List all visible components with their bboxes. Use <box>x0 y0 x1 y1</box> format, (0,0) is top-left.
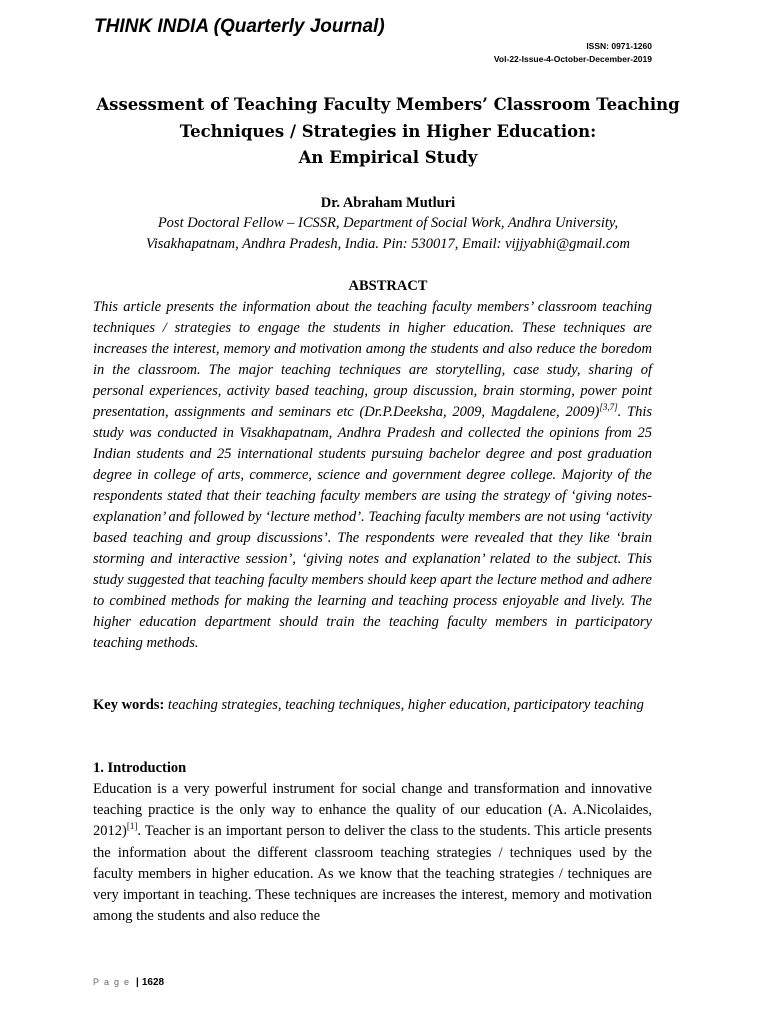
keywords-label: Key words: <box>93 697 165 713</box>
abstract-text-part-1: This article presents the information about the teaching faculty members’ classroom teaching techniques / strategies to engage the students in higher education. These techniques are increases the interest, memory and motivation among the students and also reduce the boredom in the classroom. The major teaching techniques are storytelling, case study, sharing of personal experiences, activity based teaching, group discussion, brain storming, power point presentation, assignments and seminars etc (Dr.P.Deeksha, 2009, Magdalene, 2009) <box>93 299 652 420</box>
affiliation-line-2: Visakhapatnam, Andhra Pradesh, India. Pin: 530017, Email: vijjyabhi@gmail.com <box>145 236 630 252</box>
author-name: Dr. Abraham Mutluri <box>320 195 456 211</box>
title-line-3: An Empirical Study <box>298 148 478 167</box>
keywords <box>93 695 652 716</box>
page-footer <box>93 977 164 988</box>
title-line-1: Assessment of Teaching Faculty Members’ Classroom Teaching <box>96 95 680 114</box>
author-affiliation <box>70 213 706 255</box>
introduction-heading: 1. Introduction <box>93 760 187 776</box>
affiliation-line-1: Post Doctoral Fellow – ICSSR, Department of Social Work, Andhra University, <box>157 215 619 231</box>
journal-name: THINK INDIA (Quarterly Journal) <box>94 16 385 37</box>
issn-number: ISSN: 0971-1260 <box>586 41 652 51</box>
footer-separator: | <box>136 977 139 988</box>
title-line-2: Techniques / Strategies in Higher Education: <box>179 121 597 141</box>
abstract-heading: ABSTRACT <box>348 278 428 294</box>
abstract-citation: [3,7] <box>599 402 618 413</box>
article-title <box>70 92 706 172</box>
abstract-text <box>93 297 652 654</box>
page-number: 1628 <box>141 977 165 988</box>
introduction-text <box>93 779 652 927</box>
page-label: Page <box>93 977 135 987</box>
introduction-text-part-2: . Teacher is an important person to deliver the class to the students. This article presents the information about the different classroom teaching strategies / techniques used by the faculty members in higher education. As we know that the teaching strategies / techniques are very important in teaching. These techniques are increases the interest, memory and motivation among the students and also reduce the <box>93 823 652 925</box>
introduction-citation: [1] <box>126 821 138 832</box>
volume-issue: Vol-22-Issue-4-October-December-2019 <box>493 54 652 64</box>
introduction-text-part-1: Education is a very powerful instrument for social change and transformation and innovative teaching practice is the only way to enhance the quality of our education (A. A.Nicolaides, 2012) <box>93 781 652 840</box>
abstract-text-part-2: . This study was conducted in Visakhapatnam, Andhra Pradesh and collected the opinions from 25 Indian students and 25 international students pursuing bachelor degree and post graduation degree in college of arts, commerce, science and government degree college. Majority of the respondents stated that their teaching faculty members are using the strategy of ‘giving notes-explanation’ and followed by ‘lecture method’. Teaching faculty members are not using ‘activity based teaching and group discussions’. The respondents were revealed that they like ‘brain storming and interactive session’, ‘giving notes and explanation’ related to the subject. This study suggested that teaching faculty members should keep apart the lecture method and adhere to combined methods for making the learning and teaching process enjoyable and lively. The higher education department should train the teaching faculty members in participatory teaching methods. <box>93 404 652 651</box>
keywords-text: teaching strategies, teaching techniques, higher education, participatory teaching <box>164 697 644 713</box>
